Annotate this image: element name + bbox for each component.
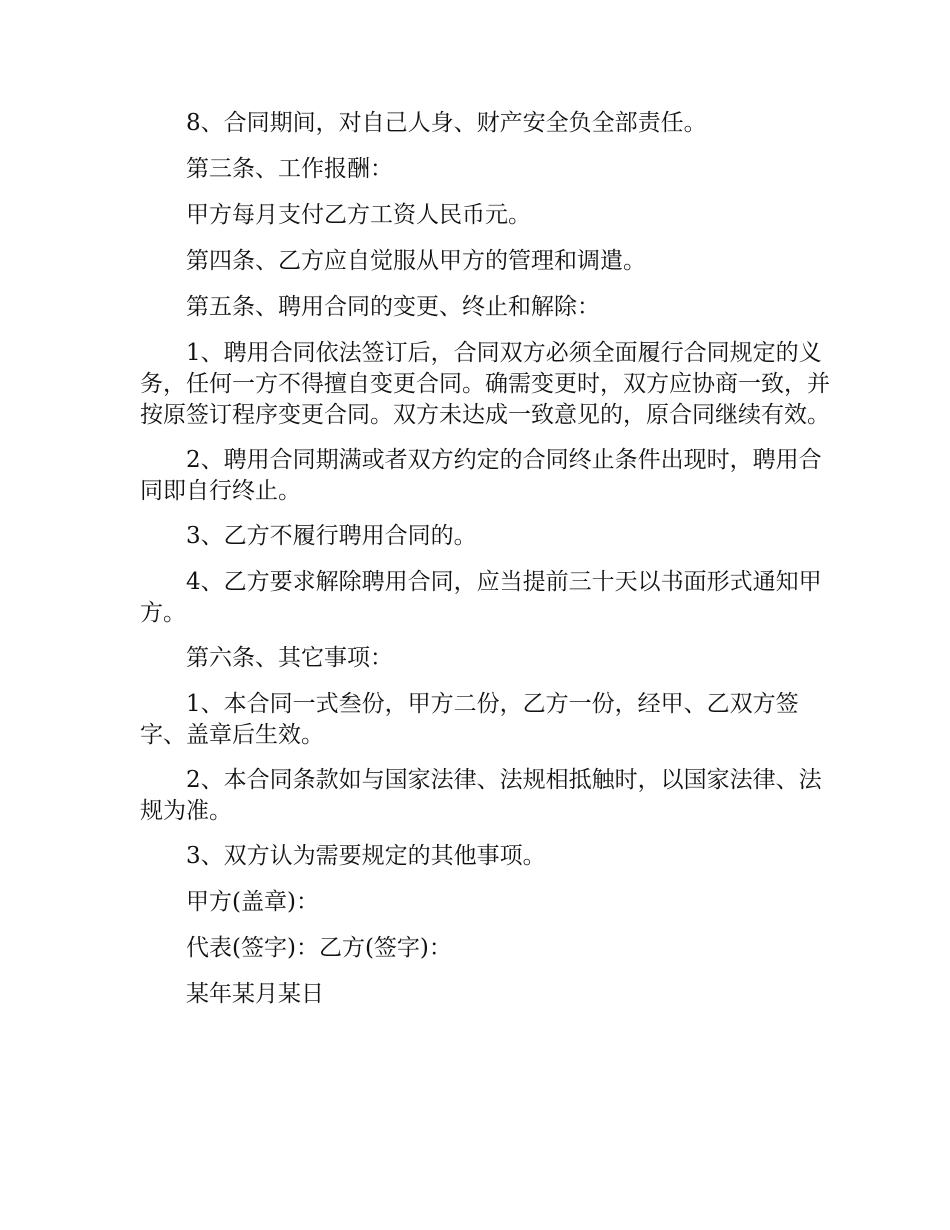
article-6-item-3: 3、双方认为需要规定的其他事项。 (186, 843, 546, 869)
article-6-item-1: 1、本合同一式叁份，甲方二份，乙方一份，经甲、乙双方签字、盖章后生效。 (140, 691, 799, 748)
clause-8-responsibility: 8、合同期间，对自己人身、财产安全负全部责任。 (186, 110, 707, 136)
date-line: 某年某月某日 (186, 981, 324, 1007)
article-5-item-4: 4、乙方要求解除聘用合同，应当提前三十天以书面形式通知甲方。 (140, 569, 822, 626)
article-5-item-2: 2、聘用合同期满或者双方约定的合同终止条件出现时，聘用合同即自行终止。 (140, 447, 822, 504)
article-5-heading: 第五条、聘用合同的变更、终止和解除： (186, 294, 600, 320)
signature-line: 代表(签字)：乙方(签字)： (186, 935, 452, 961)
party-a-seal-line: 甲方(盖章)： (186, 889, 319, 915)
article-5-item-3: 3、乙方不履行聘用合同的。 (186, 523, 477, 549)
salary-paragraph: 甲方每月支付乙方工资人民币元。 (186, 202, 531, 228)
article-6-heading: 第六条、其它事项： (186, 645, 393, 671)
article-3-heading: 第三条、工作报酬： (186, 156, 393, 182)
article-6-item-2: 2、本合同条款如与国家法律、法规相抵触时，以国家法律、法规为准。 (140, 767, 822, 824)
article-4-heading: 第四条、乙方应自觉服从甲方的管理和调遣。 (186, 248, 646, 274)
article-5-item-1: 1、聘用合同依法签订后，合同双方必须全面履行合同规定的义务，任何一方不得擅自变更合同。确需变更时，双方应协商一致，并按原签订程序变更合同。双方未达成一致意见的，原合同继续有效。 (140, 340, 830, 428)
document-body (140, 108, 830, 1025)
